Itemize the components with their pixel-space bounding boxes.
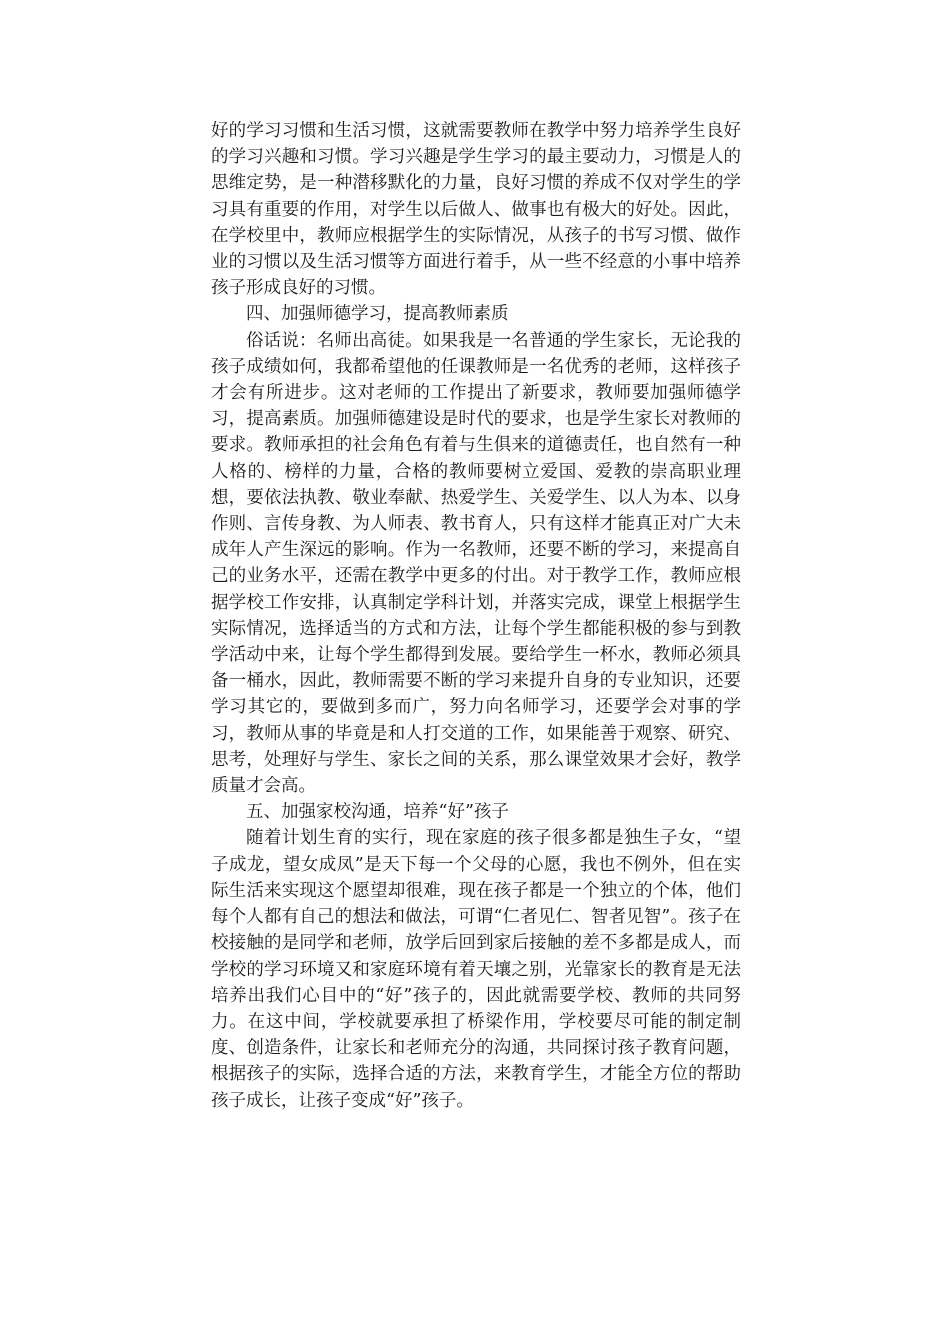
section-heading-4: 四、加强师德学习，提高教师素质 [246, 304, 509, 325]
paragraph-habits: 好的学习习惯和生活习惯，这就需要教师在教学中努力培养学生良好的学习兴趣和习惯。学习兴趣是学生学习的最主要动力，习惯是人的思维定势，是一种潜移默化的力量，良好习惯的养成不仅对学生的学习具有重要的作用，对学生以后做人、做事也有极大的好处。因此，在学校里中，教师应根据学生的实际情况，从孩子的书写习惯、做作业的习惯以及生活习惯等方面进行着手，从一些不经意的小事中培养孩子形成良好的习惯。 [211, 121, 741, 299]
document-page [211, 118, 741, 1114]
section-heading-5: 五、加强家校沟通，培养“好”孩子 [246, 802, 509, 823]
paragraph-teacher-ethics: 俗话说：名师出高徒。如果我是一名普通的学生家长，无论我的孩子成绩如何，我都希望他的任课教师是一名优秀的老师，这样孩子才会有所进步。这对老师的工作提出了新要求，教师要加强师德学习，提高素质。加强师德建设是时代的要求，也是学生家长对教师的要求。教师承担的社会角色有着与生俱来的道德责任，也自然有一种人格的、榜样的力量，合格的教师要树立爱国、爱教的崇高职业理想，要依法执教、敬业奉献、热爱学生、关爱学生、以人为本、以身作则、言传身教、为人师表、教书育人，只有这样才能真正对广大未成年人产生深远的影响。作为一名教师，还要不断的学习，来提高自己的业务水平，还需在教学中更多的付出。对于教学工作，教师应根据学校工作安排，认真制定学科计划，并落实完成，课堂上根据学生实际情况，选择适当的方式和方法，让每个学生都能积极的参与到教学活动中来，让每个学生都得到发展。要给学生一杯水，教师必须具备一桶水，因此，教师需要不断的学习来提升自身的专业知识，还要学习其它的，要做到多而广，努力向名师学习，还要学会对事的学习，教师从事的毕竟是和人打交道的工作，如果能善于观察、研究、思考，处理好与学生、家长之间的关系，那么课堂效果才会好，教学质量才会高。 [211, 330, 741, 797]
paragraph-home-school: 随着计划生育的实行，现在家庭的孩子很多都是独生子女，“望子成龙，望女成凤”是天下每一个父母的心愿，我也不例外，但在实际生活来实现这个愿望却很难，现在孩子都是一个独立的个体，他们每个人都有自己的想法和做法，可谓“仁者见仁、智者见智”。孩子在校接触的是同学和老师，放学后回到家后接触的差不多都是成人，而学校的学习环境又和家庭环境有着天壤之别，光靠家长的教育是无法培养出我们心目中的“好”孩子的，因此就需要学校、教师的共同努力。在这中间，学校就要承担了桥梁作用，学校要尽可能的制定制度、创造条件，让家长和老师充分的沟通，共同探讨孩子教育问题，根据孩子的实际，选择合适的方法，来教育学生，才能全方位的帮助孩子成长，让孩子变成“好”孩子。 [211, 828, 741, 1111]
